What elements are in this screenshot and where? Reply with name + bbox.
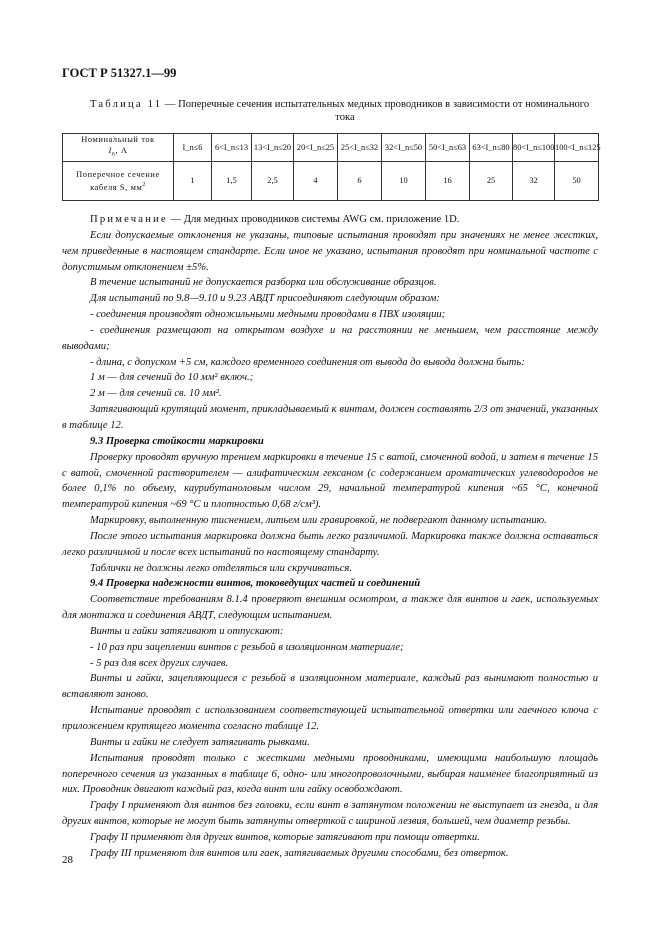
table-caption-text: — Поперечные сечения испытательных медных проводников в зависимости от номинального bbox=[162, 99, 590, 110]
paragraph: Винты и гайки не следует затягивать рывками. bbox=[90, 736, 310, 748]
paragraph: - 5 раз для всех других случаев. bbox=[90, 657, 229, 669]
range-cell: 32<I_n≤50 bbox=[382, 134, 426, 162]
range-cell: 25<I_n≤32 bbox=[338, 134, 382, 162]
value-cell: 4 bbox=[294, 161, 338, 200]
paragraph: В течение испытаний не допускается разборка или обслуживание образцов. bbox=[90, 277, 437, 289]
paragraph: - соединения производят одножильными медными проводами в ПВХ изоляции; bbox=[90, 309, 446, 321]
value-cell: 1,5 bbox=[212, 161, 252, 200]
section-heading-9-4: 9.4 Проверка надежности винтов, токоведущих частей и соединений bbox=[90, 578, 421, 590]
document-body bbox=[62, 212, 598, 862]
paragraph: Если допускаемые отклонения не указаны, типовые испытания проводят при значениях не менее жестких, чем приведенные в настоящем стандарте. Если иное не указано, испытания проводят при номинальной частоте с допустимым отклонением ±5%. bbox=[62, 229, 598, 273]
paragraph: - соединения размещают на открытом воздухе и на расстоянии не меньшем, чем расстояние между выводами; bbox=[62, 324, 598, 352]
range-cell: 63<I_n≤80 bbox=[470, 134, 513, 162]
paragraph: - длина, с допуском +5 см, каждого временного соединения от вывода до вывода должна быть: bbox=[90, 356, 525, 368]
paragraph: Соответствие требованиям 8.1.4 проверяют внешним осмотром, а также для винтов и гаек, используемых для монтажа и соединения АВДТ, следующим испытанием. bbox=[62, 594, 598, 622]
paragraph: - 10 раз при зацеплении винтов с резьбой в изоляционном материале; bbox=[90, 641, 404, 653]
value-cell: 25 bbox=[470, 161, 513, 200]
value-cell: 16 bbox=[426, 161, 470, 200]
value-cell: 50 bbox=[555, 161, 599, 200]
paragraph: Маркировку, выполненную тиснением, литьем или гравировкой, не подвергают данному испытанию. bbox=[90, 515, 547, 527]
value-cell: 1 bbox=[174, 161, 212, 200]
section-heading-9-3: 9.3 Проверка стойкости маркировки bbox=[90, 435, 264, 447]
paragraph: Графу II применяют для других винтов, которые затягивают при помощи отвертки. bbox=[90, 831, 480, 843]
table-caption-line2: тока bbox=[335, 112, 355, 123]
value-cell: 10 bbox=[382, 161, 426, 200]
paragraph: Испытание проводят с использованием соответствующей испытательной отвертки или гаечного ключа с приложением крутящего момента согласно таблице 12. bbox=[62, 705, 598, 732]
paragraph: 2 м — для сечений св. 10 мм². bbox=[90, 388, 222, 400]
table-note: Примечание — Для медных проводников системы AWG см. приложение 1D. bbox=[90, 214, 460, 225]
paragraph: Таблички не должны легко отделяться или скручиваться. bbox=[90, 562, 352, 574]
range-cell: 50<I_n≤63 bbox=[426, 134, 470, 162]
range-cell: 13<I_n≤20 bbox=[252, 134, 294, 162]
paragraph: Для испытаний по 9.8—9.10 и 9.23 АВДТ присоединяют следующим образом: bbox=[90, 293, 440, 305]
range-cell: 20<I_n≤25 bbox=[294, 134, 338, 162]
range-cell: I_n≤6 bbox=[174, 134, 212, 162]
paragraph: Графу I применяют для винтов без головки, если винт в затянутом положении не выступает из гнезда, и для других винтов, которые не могут быть затянуты отверткой с шириной лезвия, большей, чем диаметр резьбы. bbox=[62, 800, 598, 828]
value-cell: 32 bbox=[513, 161, 555, 200]
table-caption bbox=[90, 98, 600, 124]
paragraph: Графу III применяют для винтов или гаек, затягиваемых другими способами, без отверток. bbox=[90, 847, 509, 859]
range-cell: 6<I_n≤13 bbox=[212, 134, 252, 162]
table-caption-label: Таблица 11 bbox=[90, 99, 163, 110]
paragraph: Проверку проводят вручную трением маркировки в течение 15 с ватой, смоченной водой, и затем в течение 15 с ватой, смоченной растворителем — алифатическим гексаном (с содержанием ароматических углеводородов не более 0,1% по объему, каурибутаноловым числом 29, начальной температурой кипения ~65 °С, конечной температурой кипения ~69 °С и плотностью 0,68 г/см³). bbox=[62, 451, 598, 511]
value-cell: 6 bbox=[338, 161, 382, 200]
range-cell: 100<I_n≤125 bbox=[555, 134, 599, 162]
row-label-section: Поперечное сечение кабеля S, $мм^2$ bbox=[63, 161, 174, 200]
paragraph: Винты и гайки затягивают и отпускают: bbox=[90, 625, 284, 637]
row-label-current: Номинальный ток $I_n$, А bbox=[63, 134, 174, 162]
paragraph: Винты и гайки, зацепляющиеся с резьбой в изоляционном материале, каждый раз вынимают полностью и вставляют заново. bbox=[62, 673, 598, 701]
paragraph: Затягивающий крутящий момент, прикладываемый к винтам, должен составлять 2/3 от значений, указанных в таблице 12. bbox=[62, 404, 598, 431]
page-number: 28 bbox=[62, 854, 73, 866]
range-cell: 80<I_n≤100 bbox=[513, 134, 555, 162]
conductor-section-table bbox=[62, 133, 599, 201]
paragraph: Испытания проводят только с жесткими медными проводниками, имеющими наибольшую площадь поперечного сечения из указанных в таблице 6, одно- или многопроволочными, выбирая наименее благоприятный из них. Проводник двигают каждый раз, когда винт или гайку освобождают. bbox=[62, 752, 598, 796]
paragraph: 1 м — для сечений до 10 мм² включ.; bbox=[90, 372, 254, 384]
table-row-section bbox=[63, 161, 599, 200]
paragraph: После этого испытания маркировка должна быть легко различимой. Маркировка также должна оставаться легко различимой и после всех испытаний по настоящему стандарту. bbox=[62, 530, 598, 558]
document-header: ГОСТ Р 51327.1—99 bbox=[62, 66, 177, 80]
table-row-current bbox=[63, 134, 599, 162]
value-cell: 2,5 bbox=[252, 161, 294, 200]
